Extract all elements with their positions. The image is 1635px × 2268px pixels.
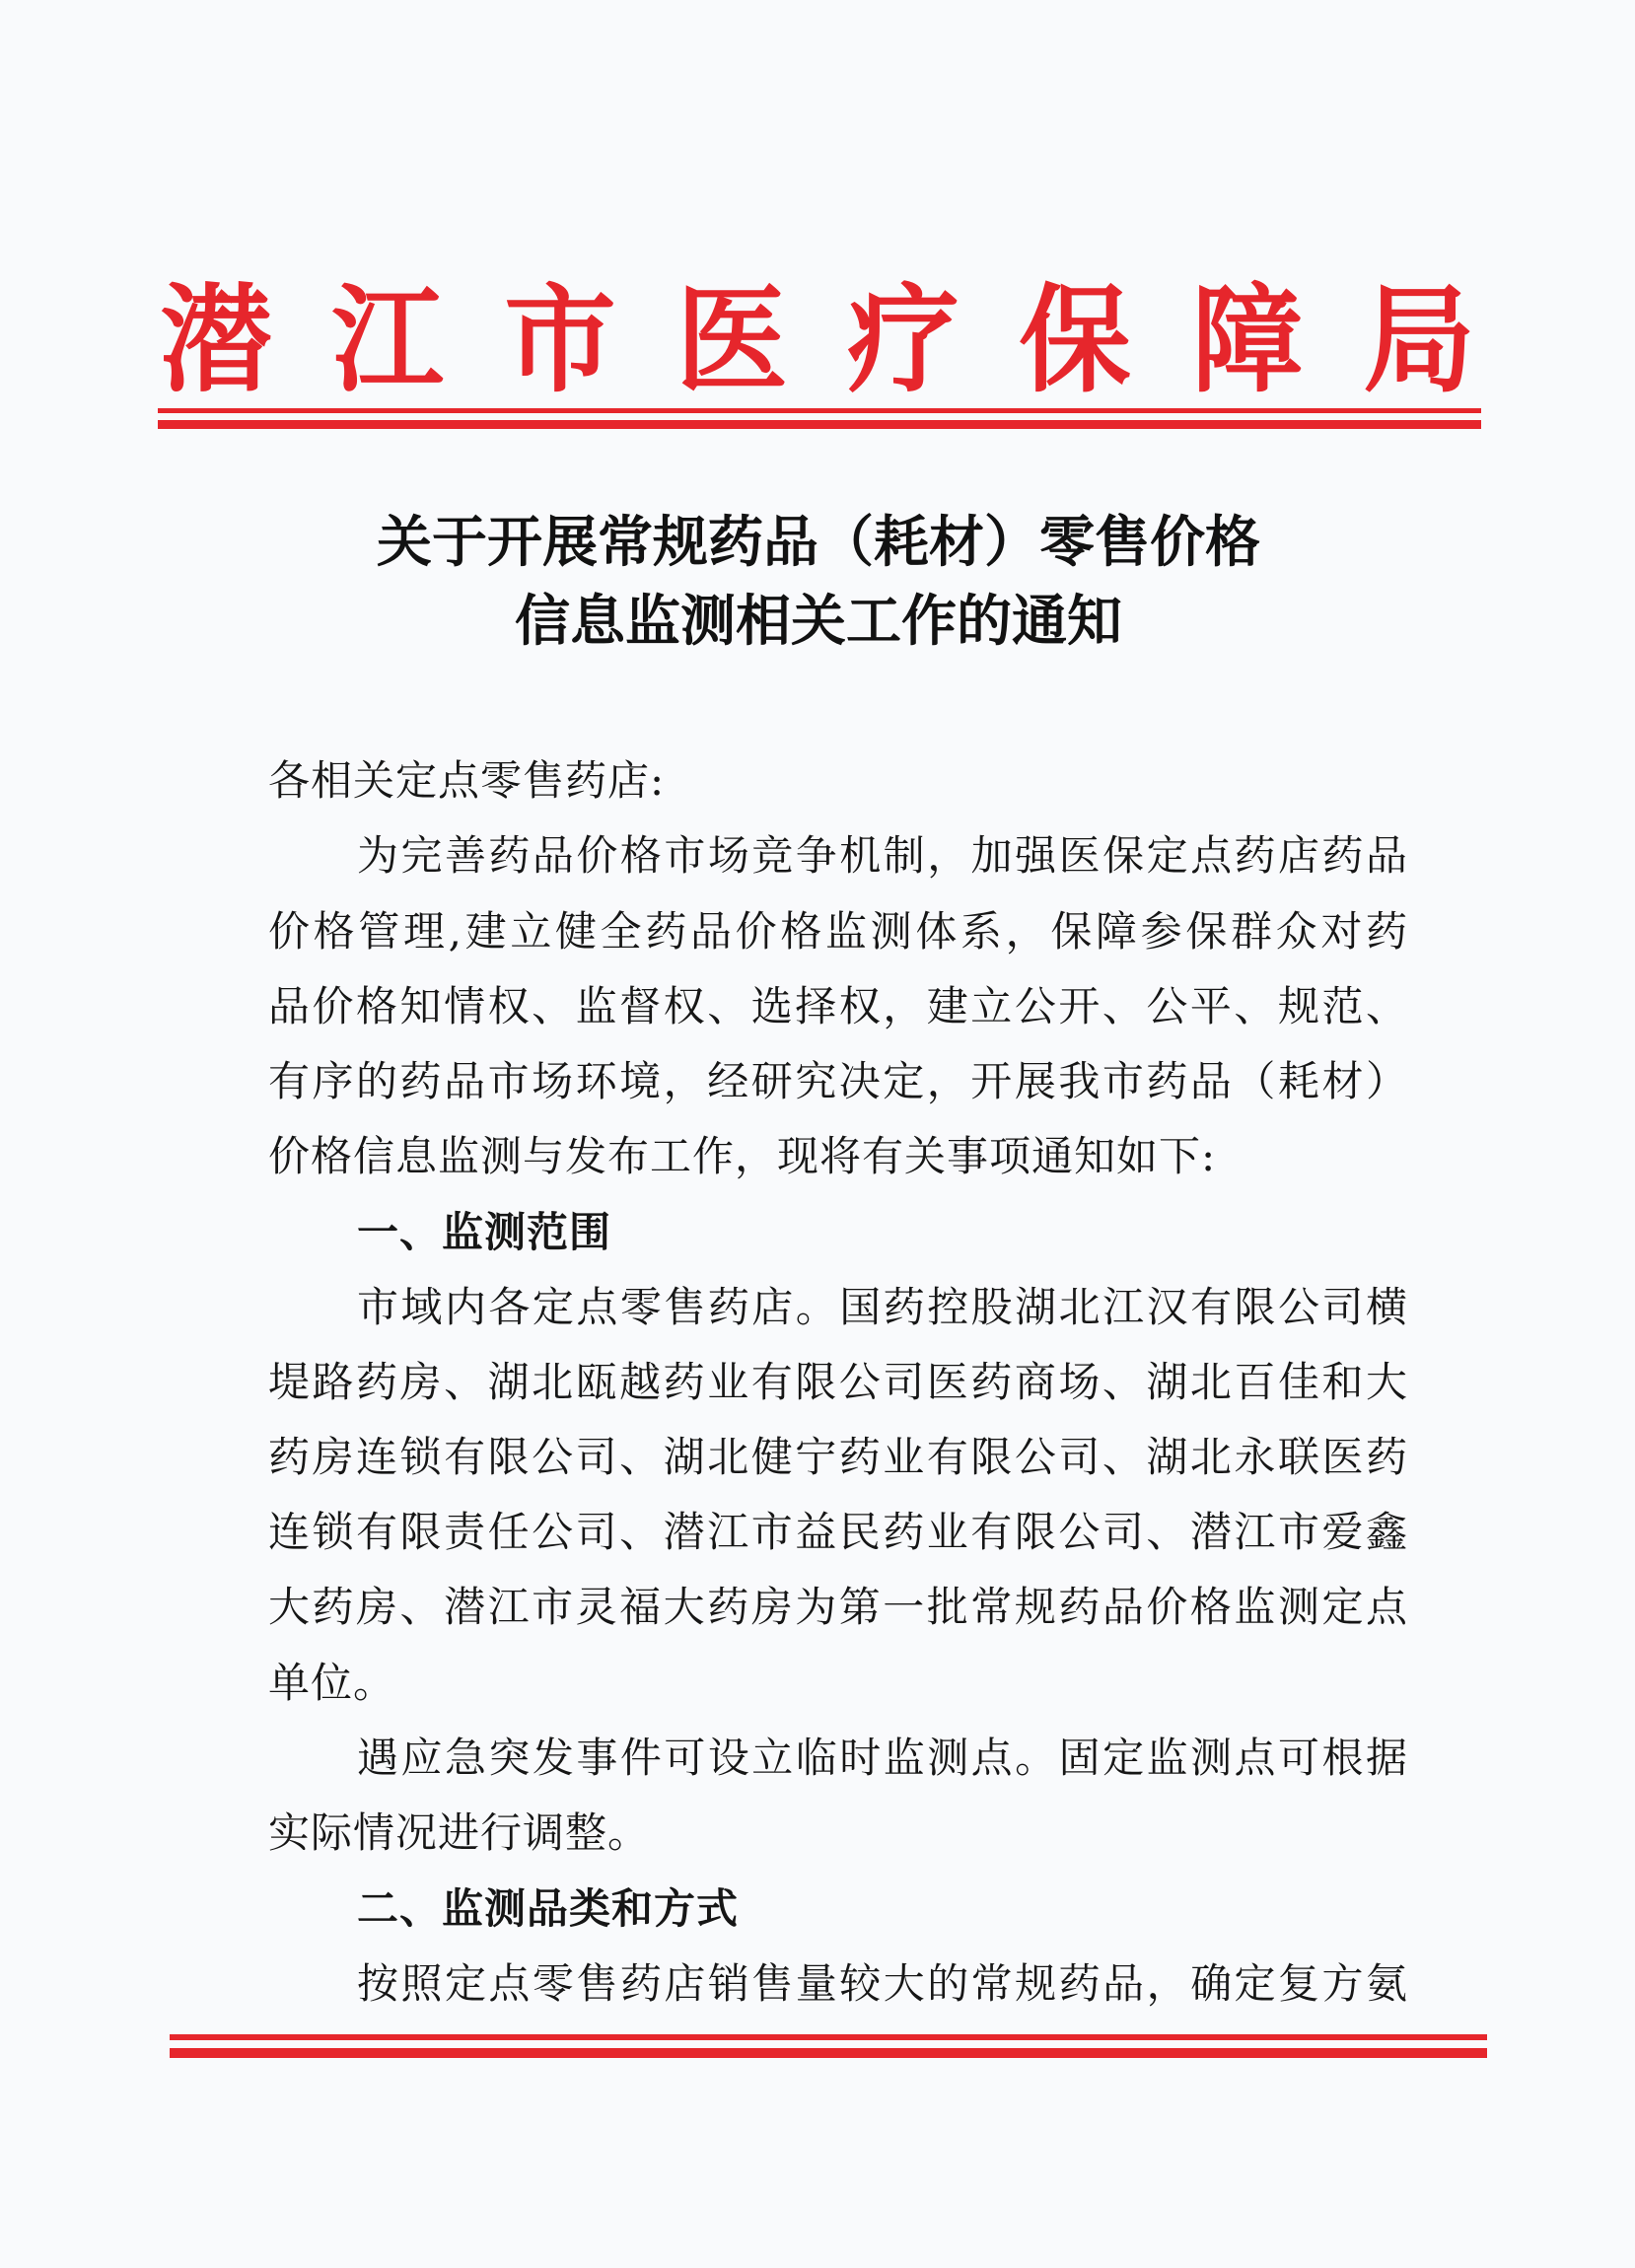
section-heading-1: 一、监测范围	[357, 1208, 612, 1256]
masthead-char-7: 障	[1191, 272, 1306, 408]
paragraph-2-line-3: 药房连锁有限公司、湖北健宁药业有限公司、湖北永联医药	[268, 1433, 1408, 1481]
masthead-title	[158, 256, 1479, 408]
paragraph-1-line-5: 价格信息监测与发布工作，现将有关事项通知如下:	[268, 1132, 1217, 1180]
section-heading-2: 二、监测品类和方式	[357, 1884, 740, 1933]
paragraph-1-line-3: 品价格知情权、监督权、选择权，建立公开、公平、规范、	[268, 982, 1408, 1030]
paragraph-3-line-1: 遇应急突发事件可设立临时监测点。固定监测点可根据	[357, 1734, 1408, 1782]
notice-title-line-2: 信息监测相关工作的通知	[515, 589, 1122, 654]
top-red-rule-thick	[158, 420, 1481, 429]
paragraph-4-line-1: 按照定点零售药店销售量较大的常规药品，确定复方氨	[357, 1959, 1408, 2008]
paragraph-1-line-1: 为完善药品价格市场竞争机制，加强医保定点药店药品	[357, 831, 1408, 880]
masthead-char-3: 市	[503, 272, 618, 408]
masthead-char-4: 医	[675, 272, 790, 408]
masthead-char-8: 局	[1363, 272, 1477, 408]
paragraph-1-line-4: 有序的药品市场环境，经研究决定，开展我市药品（耗材）	[268, 1057, 1408, 1105]
paragraph-2-line-6: 单位。	[268, 1659, 396, 1707]
notice-title-line-1: 关于开展常规药品（耗材）零售价格	[377, 510, 1260, 575]
top-red-rule-thin	[158, 408, 1481, 413]
paragraph-2-line-1: 市域内各定点零售药店。国药控股湖北江汉有限公司横	[357, 1283, 1408, 1331]
paragraph-1-line-2: 价格管理,建立健全药品价格监测体系，保障参保群众对药	[268, 907, 1408, 956]
bottom-red-rule-thick	[170, 2048, 1487, 2058]
paragraph-2-line-2: 堤路药房、湖北瓯越药业有限公司医药商场、湖北百佳和大	[268, 1358, 1408, 1406]
masthead-char-5: 疗	[847, 272, 961, 408]
paragraph-3-line-2: 实际情况进行调整。	[268, 1808, 651, 1857]
masthead-char-6: 保	[1019, 272, 1134, 408]
paragraph-2-line-4: 连锁有限责任公司、潜江市益民药业有限公司、潜江市爱鑫	[268, 1508, 1408, 1556]
masthead-char-2: 江	[331, 272, 446, 408]
salutation: 各相关定点零售药店:	[268, 756, 666, 805]
paragraph-2-line-5: 大药房、潜江市灵福大药房为第一批常规药品价格监测定点	[268, 1583, 1408, 1631]
masthead-char-1: 潜	[160, 272, 274, 408]
bottom-red-rule-thin	[170, 2034, 1487, 2040]
